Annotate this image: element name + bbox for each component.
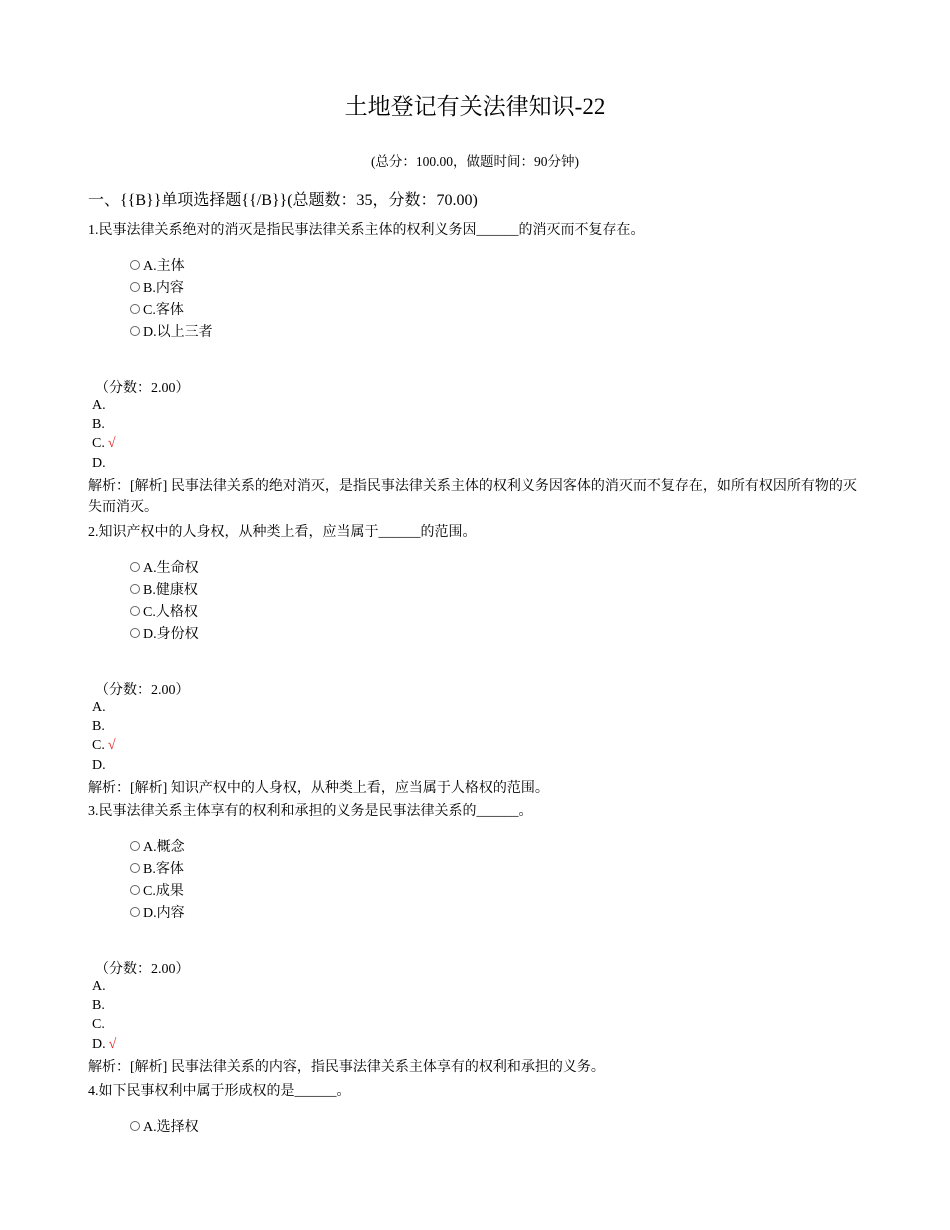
answer-letter: A. xyxy=(92,979,106,994)
analysis-text: 解析：[解析] 知识产权中的人身权，从种类上看，应当属于人格权的范围。 xyxy=(88,781,549,796)
answer-letter: B. xyxy=(92,998,105,1013)
document-title: 土地登记有关法律知识-22 xyxy=(344,94,606,119)
score-label: （分数：2.00） xyxy=(95,683,190,698)
correct-check-icon: √ xyxy=(107,436,116,451)
option-row[interactable] xyxy=(130,858,184,878)
radio-icon[interactable] xyxy=(130,260,140,270)
score-label: （分数：2.00） xyxy=(95,381,190,396)
answer-letter: C. xyxy=(92,1017,105,1032)
answer-letter: A. xyxy=(92,398,106,413)
option-row[interactable] xyxy=(130,601,198,621)
option-row[interactable] xyxy=(130,557,199,577)
option-row[interactable] xyxy=(130,623,199,643)
question-text: 1.民事法律关系绝对的消灭是指民事法律关系主体的权利义务因______的消灭而不复存在。 xyxy=(88,223,645,238)
section-heading: 一、{{B}}单项选择题{{/B}}(总题数：35，分数：70.00) xyxy=(88,192,478,209)
option-row[interactable] xyxy=(130,902,185,922)
radio-icon[interactable] xyxy=(130,841,140,851)
radio-icon[interactable] xyxy=(130,282,140,292)
radio-icon[interactable] xyxy=(130,326,140,336)
option-label: C.成果 xyxy=(143,884,184,899)
option-row[interactable] xyxy=(130,1116,199,1136)
answer-letter: C. √ xyxy=(92,436,116,451)
option-label: A.生命权 xyxy=(143,561,199,576)
option-label: D.身份权 xyxy=(143,627,199,642)
answer-letter: D. xyxy=(92,758,106,773)
correct-check-icon: √ xyxy=(107,738,116,753)
radio-icon[interactable] xyxy=(130,1121,140,1131)
option-row[interactable] xyxy=(130,579,198,599)
question-text: 2.知识产权中的人身权，从种类上看，应当属于______的范围。 xyxy=(88,525,477,540)
option-label: A.主体 xyxy=(143,259,185,274)
answer-letter: B. xyxy=(92,719,105,734)
option-row[interactable] xyxy=(130,880,184,900)
correct-check-icon: √ xyxy=(108,1037,117,1052)
option-row[interactable] xyxy=(130,321,213,341)
option-row[interactable] xyxy=(130,277,184,297)
option-label: C.人格权 xyxy=(143,605,198,620)
score-label: （分数：2.00） xyxy=(95,962,190,977)
radio-icon[interactable] xyxy=(130,304,140,314)
option-label: B.内容 xyxy=(143,281,184,296)
analysis-text: 解析：[解析] 民事法律关系的绝对消灭，是指民事法律关系主体的权利义务因客体的消灭而不复存在，如所有权因所有物的灭失而消灭。 xyxy=(88,479,857,515)
option-label: B.客体 xyxy=(143,862,184,877)
radio-icon[interactable] xyxy=(130,863,140,873)
radio-icon[interactable] xyxy=(130,885,140,895)
option-label: D.以上三者 xyxy=(143,325,213,340)
option-row[interactable] xyxy=(130,836,185,856)
exam-meta: (总分：100.00，做题时间：90分钟) xyxy=(370,154,580,169)
option-label: D.内容 xyxy=(143,906,185,921)
answer-letter: D. √ xyxy=(92,1037,117,1052)
answer-letter: B. xyxy=(92,417,105,432)
option-row[interactable] xyxy=(130,299,184,319)
answer-letter: A. xyxy=(92,700,106,715)
radio-icon[interactable] xyxy=(130,606,140,616)
question-text: 3.民事法律关系主体享有的权利和承担的义务是民事法律关系的______。 xyxy=(88,804,533,819)
option-row[interactable] xyxy=(130,255,185,275)
option-label: B.健康权 xyxy=(143,583,198,598)
option-label: A.概念 xyxy=(143,840,185,855)
radio-icon[interactable] xyxy=(130,562,140,572)
analysis-text: 解析：[解析] 民事法律关系的内容，指民事法律关系主体享有的权利和承担的义务。 xyxy=(88,1060,605,1075)
radio-icon[interactable] xyxy=(130,907,140,917)
radio-icon[interactable] xyxy=(130,628,140,638)
radio-icon[interactable] xyxy=(130,584,140,594)
option-label: A.选择权 xyxy=(143,1120,199,1135)
option-label: C.客体 xyxy=(143,303,184,318)
answer-letter: C. √ xyxy=(92,738,116,753)
question-text: 4.如下民事权利中属于形成权的是______。 xyxy=(88,1084,351,1099)
answer-letter: D. xyxy=(92,456,106,471)
